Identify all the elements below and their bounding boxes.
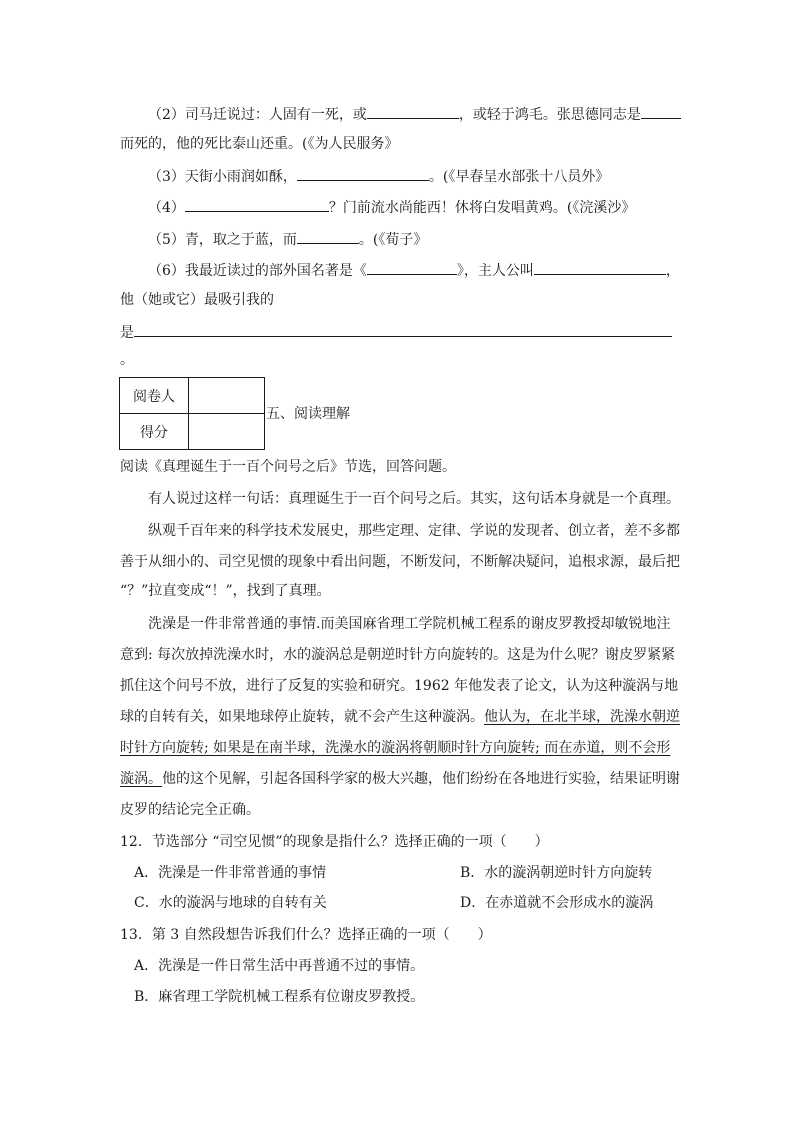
- fill-blank-q6-line3: [120, 321, 680, 343]
- passage-p3-line6-underlined: 漩涡。: [120, 771, 162, 787]
- q6-blank-hero[interactable]: [534, 259, 666, 275]
- fill-blank-q2-line1: [148, 103, 680, 125]
- question-13-stem: 13．第 3 自然段想告诉我们什么？选择正确的一项（ ）: [120, 927, 492, 943]
- passage-p3-line6-plain: 他的这个见解，引起各国科学家的极大兴趣，他们纷纷在各地进行实验，结果证明谢: [162, 771, 680, 787]
- fill-blank-q2-line2: [120, 134, 680, 154]
- q6-text-a: （6）我最近读过的部外国名著是《: [148, 263, 367, 279]
- q4-text-a: （4）: [148, 200, 185, 216]
- q6-text-c: ，: [665, 263, 680, 279]
- q5-text-a: （5）青，取之于蓝，而: [148, 232, 297, 248]
- passage-p3-line4-plain: 球的自转有关，如果地球停止旋转，就不会产生这种漩涡。: [120, 709, 484, 725]
- q5-text-b: 。(《荀子》: [358, 232, 428, 248]
- q6-blank-book[interactable]: [367, 259, 457, 275]
- fill-blank-q3: [148, 165, 680, 187]
- q6-text-b: 》，主人公叫: [456, 263, 534, 279]
- q2-text-a: （2）司马迁说过：人固有一死，或: [148, 107, 367, 123]
- q6-text-d: 他（她或它）最吸引我的: [120, 292, 274, 308]
- q2-text-c: 而死的，他的死比泰山还重。(《为人民服务》: [120, 136, 399, 152]
- q2-blank-1[interactable]: [367, 103, 459, 119]
- passage-p2-line2: 善于从细小的、司空见惯的现象中看出问题，不断发问，不断解决疑问，追根求源，最后把: [120, 554, 680, 570]
- reading-instruction: 阅读《真理诞生于一百个问号之后》节选，回答问题。: [120, 459, 456, 475]
- fill-blank-q6-line4: [120, 350, 680, 370]
- passage-p3-line3: 抓住这个问号不放，进行了反复的实验和研究。1962 年他发表了论文，认为这种漩涡与地: [120, 678, 679, 694]
- q2-blank-2[interactable]: [641, 103, 681, 119]
- question-13-option-a[interactable]: A．洗澡是一件日常生活中再普通不过的事情。: [134, 958, 425, 974]
- score-cell[interactable]: [189, 414, 265, 450]
- reviewer-label: 阅卷人: [120, 378, 189, 414]
- q6-blank-reason[interactable]: [134, 321, 672, 337]
- passage-p1: 有人说过这样一句话：真理诞生于一百个问号之后。其实，这句话本身就是一个真理。: [148, 491, 680, 507]
- passage-p2-line1: 纵观千百年来的科学技术发展史，那些定理、定律、学说的发现者、创立者，差不多都: [148, 523, 680, 539]
- section-title: 五、阅读理解: [266, 406, 350, 422]
- passage-p3-line2: 意到: 每次放掉洗澡水时，水的漩涡总是朝逆时针方向旋转的。这是为什么呢？谢皮罗紧紧: [120, 647, 676, 663]
- reviewer-cell[interactable]: [189, 378, 265, 414]
- fill-blank-q6-line2: [120, 290, 680, 310]
- passage-p3-line4: [120, 707, 680, 727]
- passage-p3-line6: [120, 769, 680, 789]
- q2-text-b: ，或轻于鸿毛。张思德同志是: [458, 107, 641, 123]
- q6-text-f: 。: [120, 352, 134, 368]
- q4-text-b: ？门前流水尚能西！休将白发唱黄鸡。(《浣溪沙》: [328, 200, 636, 216]
- passage-p2-line3: “？”拉直变成“！”，找到了真理。: [120, 583, 331, 599]
- question-12-option-c[interactable]: C．水的漩涡与地球的自转有关: [134, 895, 327, 911]
- q3-text-b: 。(《早春呈水部张十八员外》: [428, 169, 610, 185]
- question-12-stem: 12．节选部分 “司空见惯”的现象是指什么？选择正确的一项（ ）: [120, 834, 549, 850]
- passage-p3-line4-underlined: 他认为，在北半球，洗澡水朝逆: [484, 709, 680, 725]
- score-label: 得分: [120, 414, 189, 450]
- q4-blank[interactable]: [185, 196, 329, 212]
- fill-blank-q4: [148, 196, 680, 218]
- passage-p3-line7: 皮罗的结论完全正确。: [120, 802, 260, 818]
- q3-blank[interactable]: [297, 165, 429, 181]
- question-13-option-b[interactable]: B．麻省理工学院机械工程系有位谢皮罗教授。: [134, 989, 425, 1005]
- score-table: [119, 377, 265, 450]
- question-12-option-b[interactable]: B．水的漩涡朝逆时针方向旋转: [460, 865, 653, 881]
- fill-blank-q5: [148, 228, 680, 250]
- passage-p3-line5-underlined: 时针方向旋转; 如果是在南半球，洗澡水的漩涡将朝顺时针方向旋转; 而在赤道，则不会形: [120, 740, 671, 756]
- passage-p3-line1: 洗澡是一件非常普通的事情.而美国麻省理工学院机械工程系的谢皮罗教授却敏锐地注: [148, 616, 671, 632]
- q6-text-e: 是: [120, 325, 134, 341]
- question-12-option-d[interactable]: D．在赤道就不会形成水的漩涡: [460, 895, 654, 911]
- question-12-option-a[interactable]: A．洗澡是一件非常普通的事情: [134, 865, 327, 881]
- q3-text-a: （3）天街小雨润如酥，: [148, 169, 297, 185]
- q5-blank[interactable]: [297, 228, 359, 244]
- fill-blank-q6-line1: [148, 259, 680, 281]
